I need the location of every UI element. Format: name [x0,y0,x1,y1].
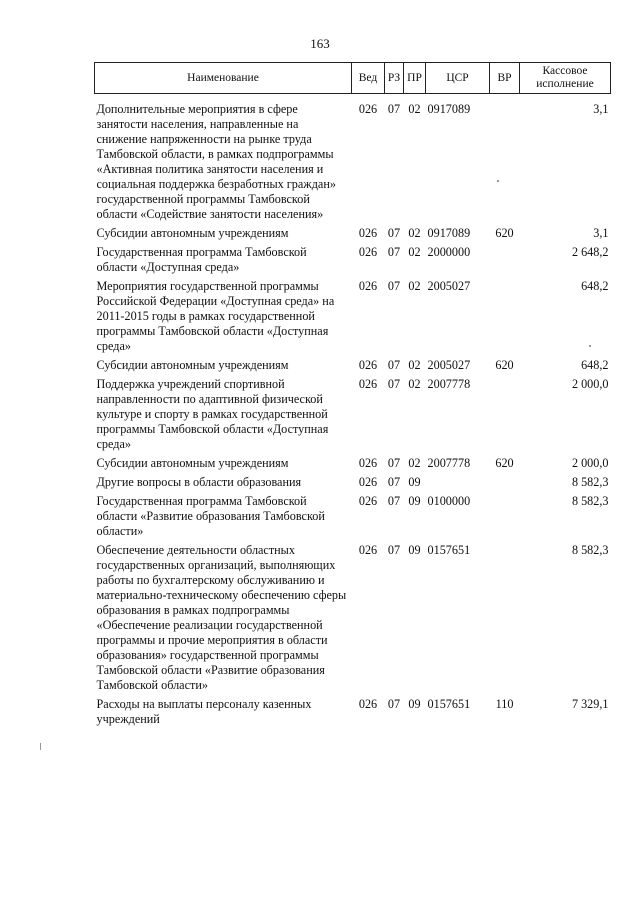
cell-name: Государственная программа Тамбовской области «Развитие образования Тамбовской области» [96,493,325,538]
cell-ved: 026 [358,225,378,240]
cell-pr: 02 [408,455,421,470]
cell-vr: 110 [495,696,514,711]
header-rz: РЗ [385,63,404,94]
cell-ved: 026 [358,357,378,372]
cell-vr: 620 [495,455,514,470]
cell-pr: 09 [408,696,421,711]
cell-amount: 2 648,2 [571,244,609,259]
cell-amount: 3,1 [593,101,609,116]
table-row [95,226,611,245]
table-row [95,456,611,475]
table-row [95,377,611,456]
table-body [95,94,611,731]
cell-pr: 02 [408,357,421,372]
cell-vr [490,494,520,543]
cell-pr: 02 [408,376,421,391]
cell-name: Субсидии автономным учреждениям [96,225,289,240]
header-amount: Кассовое исполнение [520,63,611,94]
cell-vr [490,543,520,697]
cell-rz: 07 [387,542,401,557]
table-row [95,358,611,377]
scan-mark [497,180,499,182]
header-name: Наименование [95,63,352,94]
header-vr: ВР [490,63,520,94]
table-row [95,697,611,731]
cell-ved: 026 [358,455,378,470]
cell-csr [426,475,490,494]
cell-ved: 026 [358,474,378,489]
cell-csr: 2007778 [427,376,471,391]
scan-mark [40,743,41,750]
table-row [95,102,611,226]
cell-vr [490,377,520,456]
cell-csr: 0100000 [427,493,471,508]
cell-name: Другие вопросы в области образования [96,474,302,489]
table-row [95,475,611,494]
cell-name: Расходы на выплаты персоналу казенных учреждений [96,696,312,726]
cell-amount: 648,2 [581,357,609,372]
cell-ved: 026 [358,696,378,711]
cell-vr: 620 [495,357,514,372]
cell-ved: 026 [358,542,378,557]
cell-csr: 0157651 [427,696,471,711]
cell-vr [490,279,520,358]
page-number: 163 [310,36,330,51]
cell-rz: 07 [387,493,401,508]
cell-pr: 09 [408,474,421,489]
cell-amount: 8 582,3 [571,542,609,557]
cell-name: Субсидии автономным учреждениям [96,357,289,372]
cell-rz: 07 [387,376,401,391]
cell-rz: 07 [387,696,401,711]
cell-rz: 07 [387,474,401,489]
cell-csr: 2007778 [427,455,471,470]
cell-vr [490,245,520,279]
cell-name: Мероприятия государственной программы Российской Федерации «Доступная среда» на 2011-2015 годы в рамках государственной программы Тамбовской области «Доступная среда» [96,278,335,353]
cell-ved: 026 [358,493,378,508]
cell-ved: 026 [358,244,378,259]
cell-csr: 2000000 [427,244,471,259]
cell-amount: 3,1 [593,225,609,240]
table-row [95,279,611,358]
cell-rz: 07 [387,225,401,240]
cell-name: Поддержка учреждений спортивной направленности по адаптивной физической культуре и спорту в рамках государственной программы Тамбовской области «Доступная среда» [96,376,329,451]
cell-amount: 2 000,0 [571,455,609,470]
cell-amount: 7 329,1 [571,696,609,711]
budget-table [94,62,611,731]
table-row [95,543,611,697]
cell-pr: 09 [408,542,421,557]
cell-vr [490,475,520,494]
table-header-row [95,63,611,94]
cell-rz: 07 [387,357,401,372]
cell-pr: 02 [408,278,421,293]
cell-rz: 07 [387,278,401,293]
cell-name: Субсидии автономным учреждениям [96,455,289,470]
cell-pr: 02 [408,225,421,240]
cell-pr: 09 [408,493,421,508]
cell-csr: 0157651 [427,542,471,557]
cell-name: Обеспечение деятельности областных государственных организаций, выполняющих работы по бухгалтерскому обслуживанию и материально-техническому обеспечению сферы образования в рамках подпрограммы «Обеспечение реализации государственной программы и прочие мероприятия в области образования» государственной программы Тамбовской области «Развитие образования Тамбовской области» [96,542,347,692]
cell-name: Дополнительные мероприятия в сфере занятости населения, направленные на снижение напряженности на рынке труда Тамбовской области, в рамках подпрограммы «Активная политика занятости населения и социальная поддержка безработных граждан» государственной программы Тамбовской области «Содействие занятости населения» [96,101,336,221]
table-row [95,245,611,279]
cell-amount: 8 582,3 [571,474,609,489]
cell-vr: 620 [495,225,514,240]
header-pr: ПР [404,63,426,94]
header-csr: ЦСР [426,63,490,94]
cell-ved: 026 [358,376,378,391]
cell-ved: 026 [358,278,378,293]
cell-rz: 07 [387,244,401,259]
cell-csr: 0917089 [427,101,471,116]
cell-csr: 0917089 [427,225,471,240]
cell-rz: 07 [387,101,401,116]
cell-csr: 2005027 [427,357,471,372]
cell-pr: 02 [408,244,421,259]
table-row [95,494,611,543]
cell-pr: 02 [408,101,421,116]
header-ved: Вед [352,63,385,94]
cell-amount: 8 582,3 [571,493,609,508]
cell-amount: 648,2 [581,278,609,293]
cell-rz: 07 [387,455,401,470]
cell-amount: 2 000,0 [571,376,609,391]
cell-ved: 026 [358,101,378,116]
scan-mark [589,345,591,347]
cell-csr: 2005027 [427,278,471,293]
cell-vr [490,102,520,226]
cell-name: Государственная программа Тамбовской области «Доступная среда» [96,244,307,274]
